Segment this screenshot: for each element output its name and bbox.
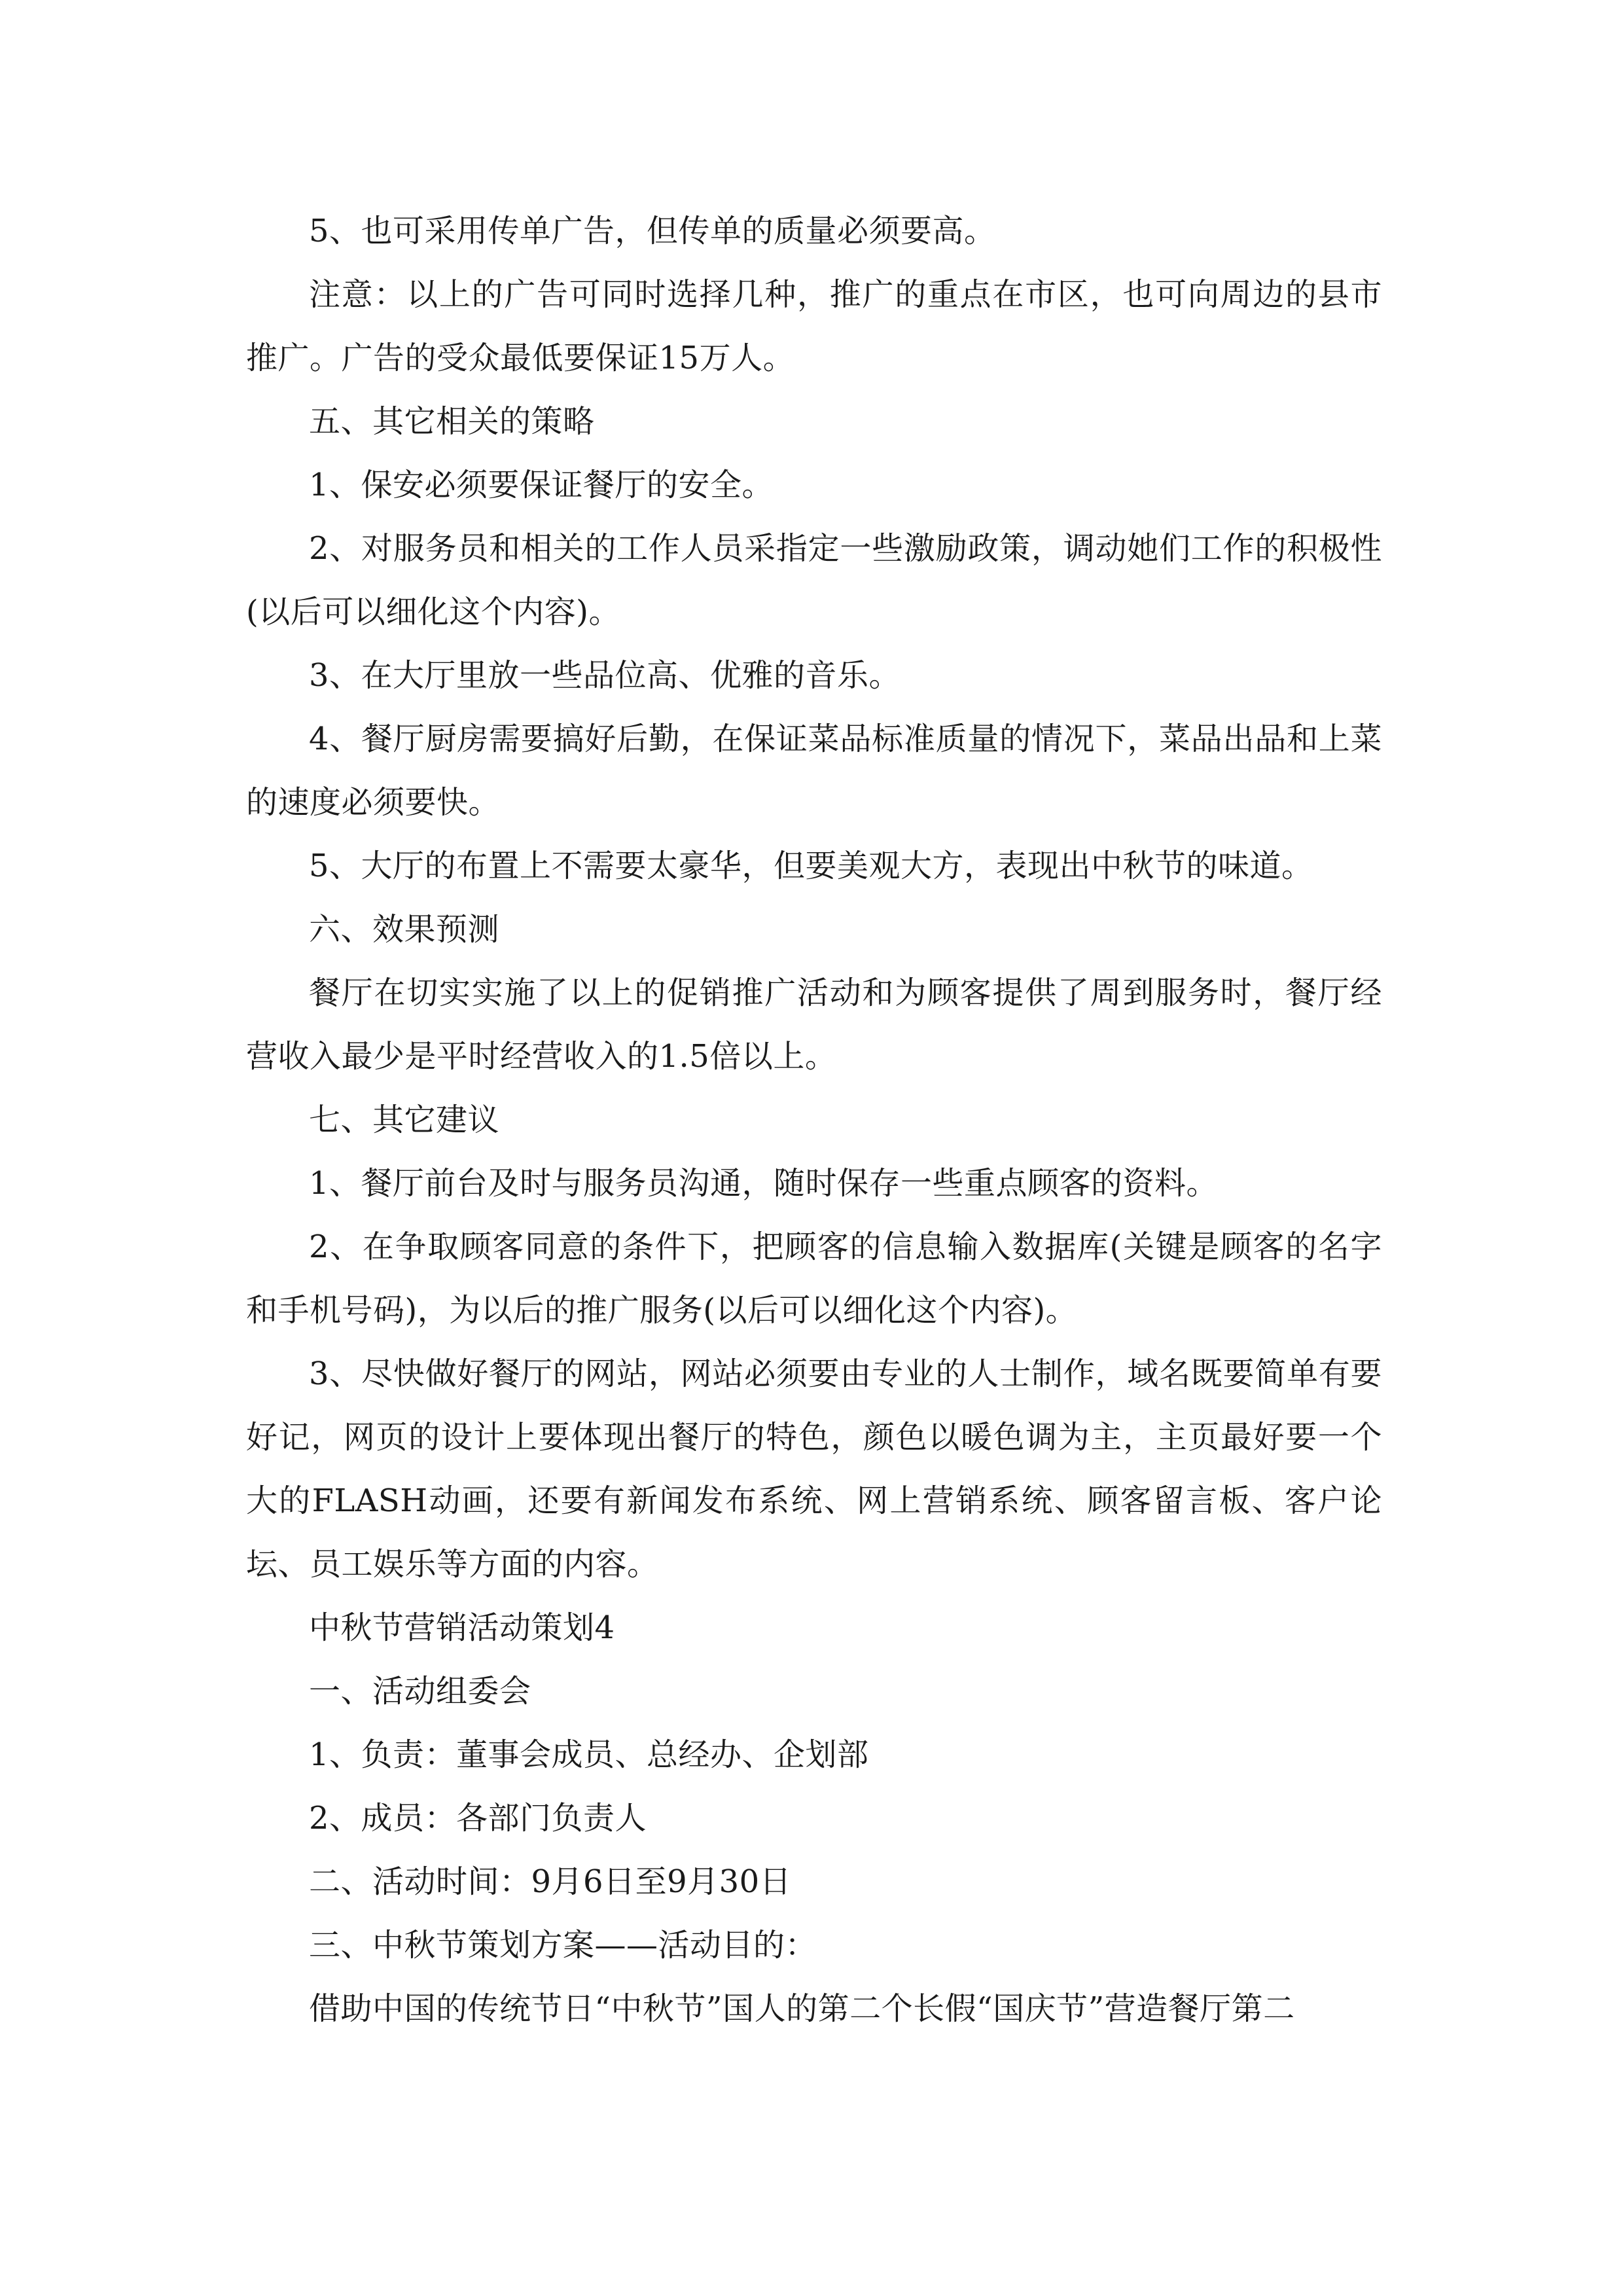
paragraph: 5、也可采用传单广告，但传单的质量必须要高。 xyxy=(309,213,996,249)
paragraph: 4、餐厅厨房需要搞好后勤，在保证菜品标准质量的情况下，菜品出品和上菜的速度必须要快。 xyxy=(246,721,1382,821)
paragraph: 注意：以上的广告可同时选择几种，推广的重点在市区，也可向周边的县市推广。广告的受众最低要保证15万人。 xyxy=(246,276,1382,376)
section-heading: 三、中秋节策划方案——活动目的： xyxy=(309,1927,817,1964)
paragraph: 1、餐厅前台及时与服务员沟通，随时保存一些重点顾客的资料。 xyxy=(309,1165,1219,1202)
section-heading: 六、效果预测 xyxy=(309,911,500,948)
section-heading: 七、其它建议 xyxy=(309,1102,500,1138)
paragraph: 3、在大厅里放一些品位高、优雅的音乐。 xyxy=(309,657,901,694)
document-title: 中秋节营销活动策划4 xyxy=(309,1609,615,1646)
paragraph: 3、尽快做好餐厅的网站，网站必须要由专业的人士制作，域名既要简单有要好记，网页的设计上要体现出餐厅的特色，颜色以暖色调为主，主页最好要一个大的FLASH动画，还要有新闻发布系统、网上营销系统、顾客留言板、客户论坛、员工娱乐等方面的内容。 xyxy=(246,1355,1382,1583)
paragraph: 2、在争取顾客同意的条件下，把顾客的信息输入数据库(关键是顾客的名字和手机号码)，为以后的推广服务(以后可以细化这个内容)。 xyxy=(246,1229,1382,1329)
section-heading: 五、其它相关的策略 xyxy=(309,403,595,440)
paragraph: 1、负责：董事会成员、总经办、企划部 xyxy=(309,1736,869,1773)
document-body xyxy=(246,200,1382,2041)
paragraph: 借助中国的传统节日“中秋节”国人的第二个长假“国庆节”营造餐厅第二 xyxy=(309,1990,1295,2027)
paragraph: 2、对服务员和相关的工作人员采指定一些激励政策，调动她们工作的积极性(以后可以细化这个内容)。 xyxy=(246,530,1382,630)
paragraph: 5、大厅的布置上不需要太豪华，但要美观大方，表现出中秋节的味道。 xyxy=(309,848,1313,884)
paragraph: 1、保安必须要保证餐厅的安全。 xyxy=(309,467,774,503)
section-heading: 一、活动组委会 xyxy=(309,1673,531,1710)
paragraph: 餐厅在切实实施了以上的促销推广活动和为顾客提供了周到服务时，餐厅经营收入最少是平时经营收入的1.5倍以上。 xyxy=(246,975,1382,1075)
paragraph: 2、成员：各部门负责人 xyxy=(309,1800,647,1837)
section-heading: 二、活动时间：9月6日至9月30日 xyxy=(309,1863,792,1900)
